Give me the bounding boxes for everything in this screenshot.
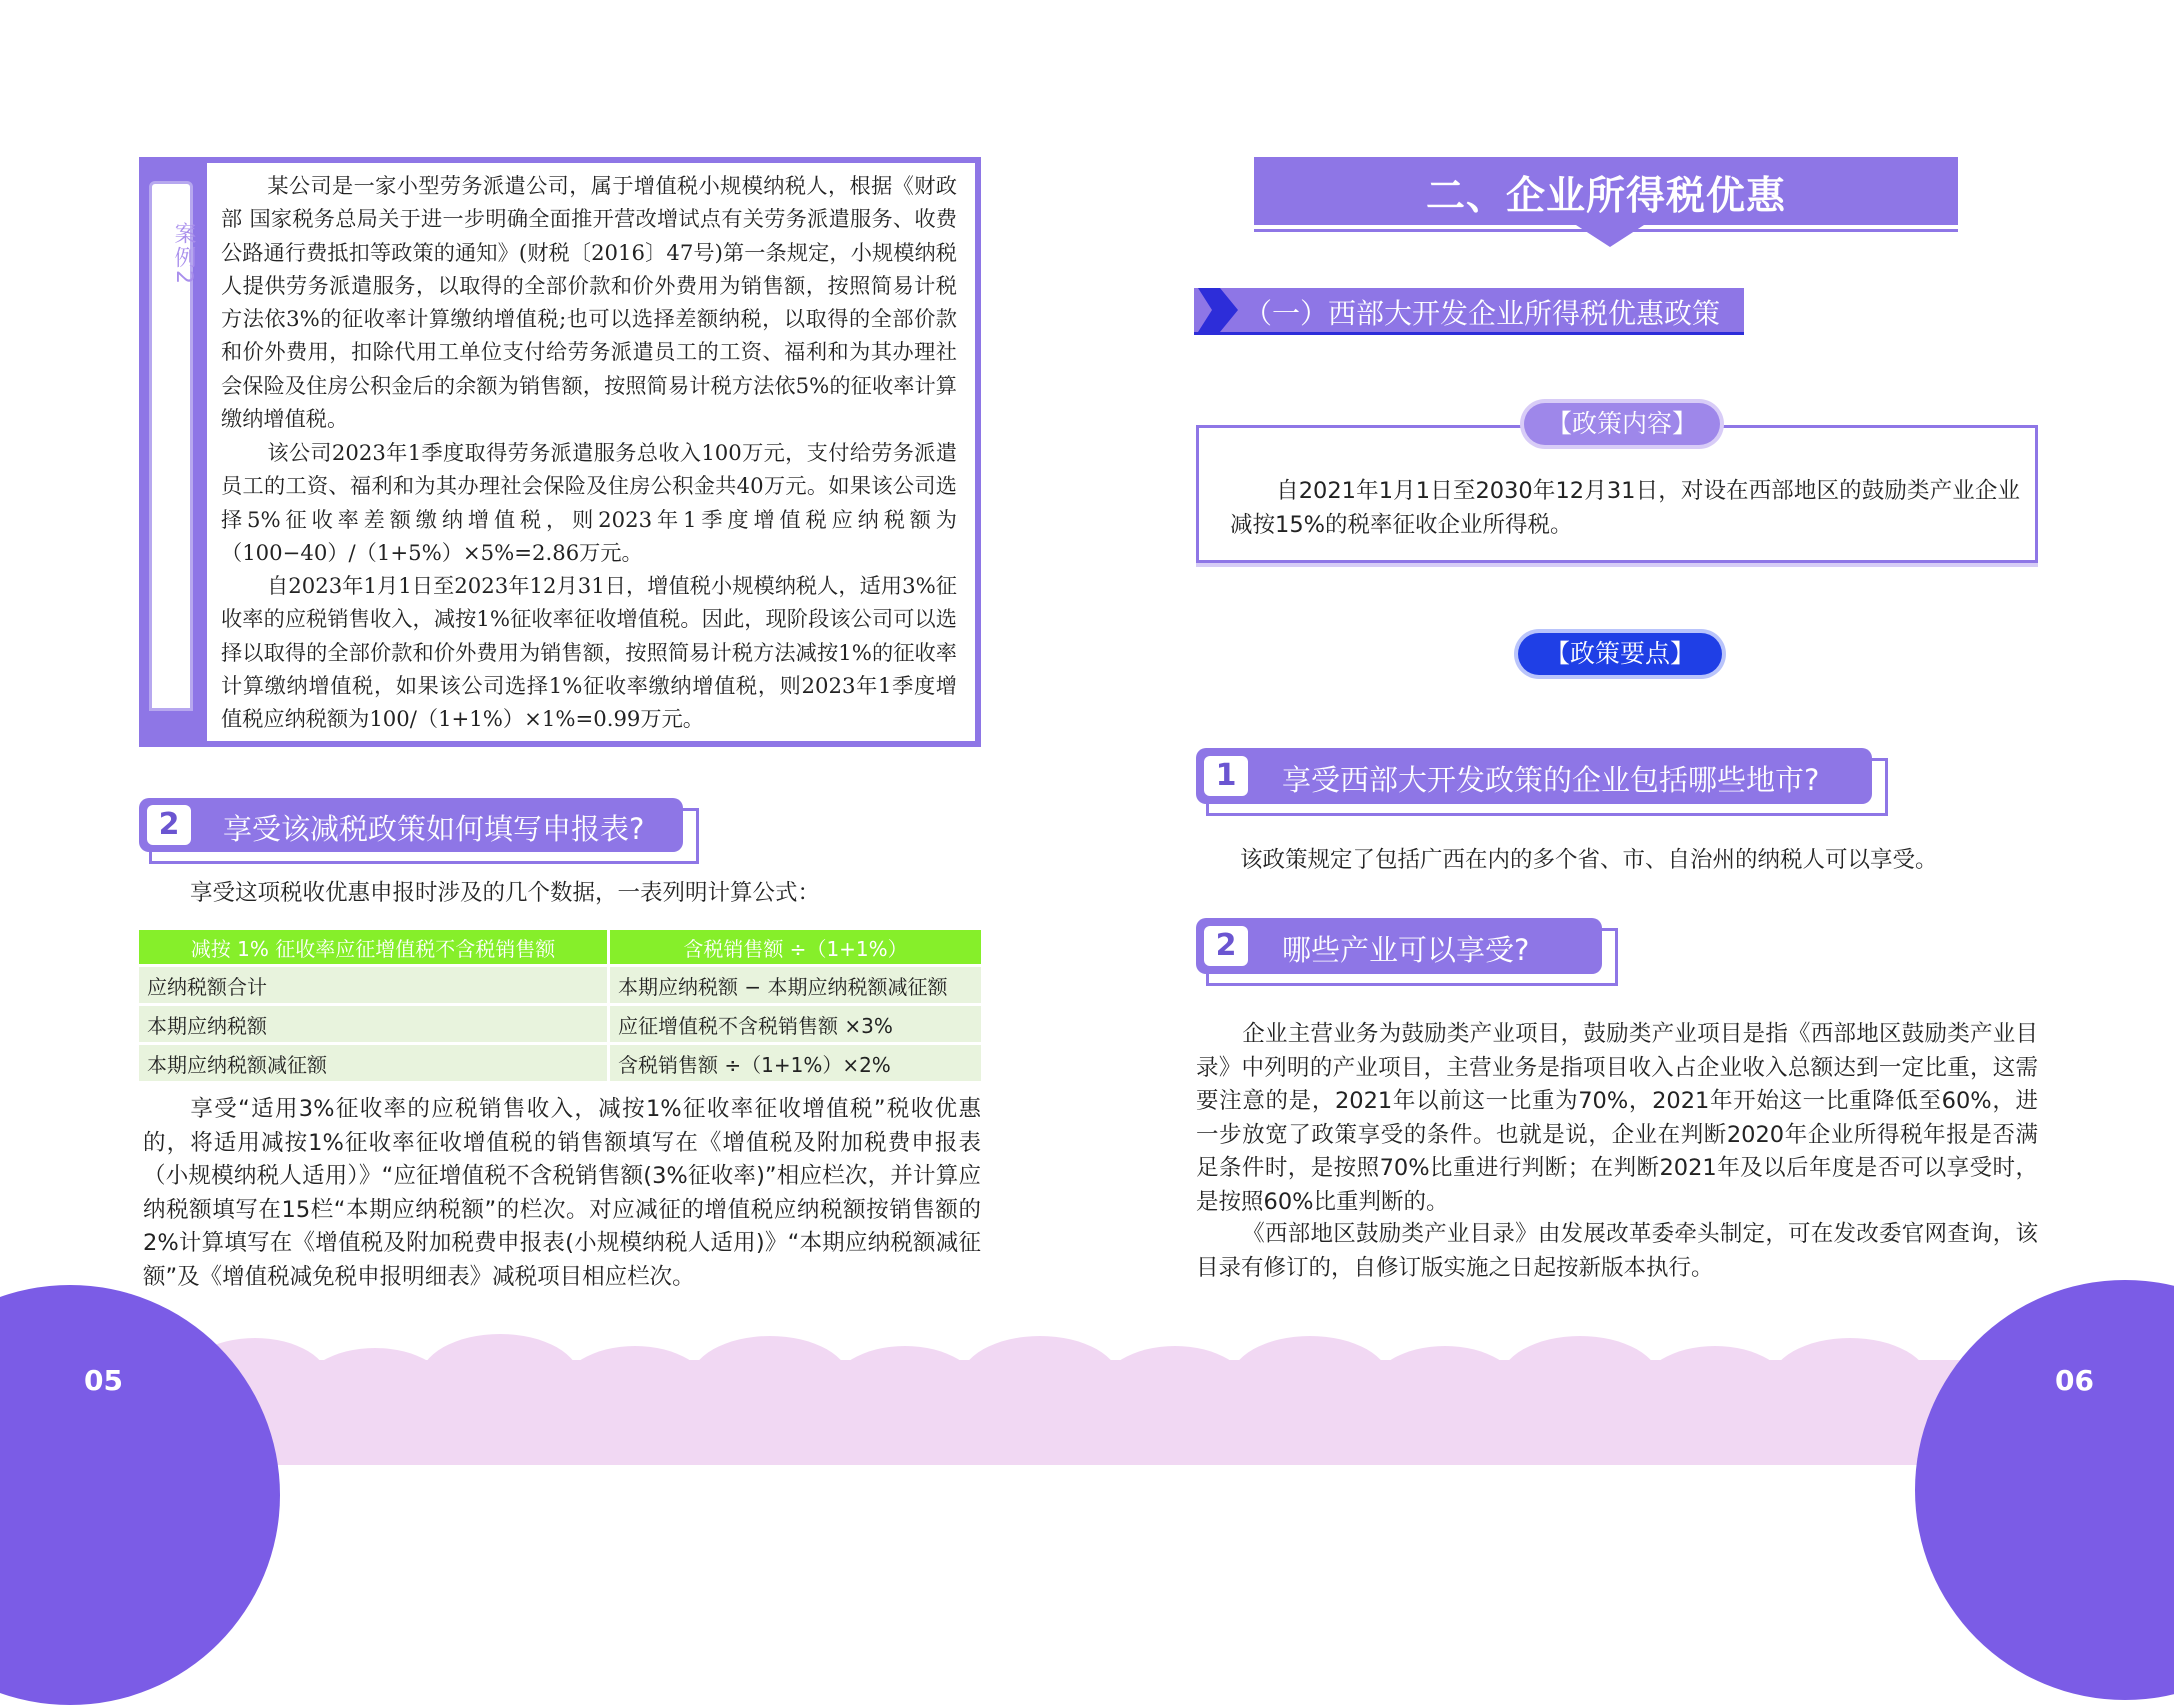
subsection-heading bbox=[1194, 288, 1744, 336]
case-paragraph-1: 某公司是一家小型劳务派遣公司，属于增值税小规模纳税人，根据《财政部 国家税务总局关于进一步明确全面推开营改增试点有关劳务派遣服务、收费公路通行费抵扣等政策的通知》(财税〔2016〕47号)第一条规定，小规模纳税人提供劳务派遣服务，以取得的全部价款和价外费用为销售额，按照简易计税方法依3%的征收率计算缴纳增值税;也可以选择差额纳税，以取得的全部价款和价外费用，扣除代用工单位支付给劳务派遣员工的工资、福利和为其办理社会保险及住房公积金后的余额为销售额，按照简易计税方法依5%的征收率计算缴纳增值税。 bbox=[221, 173, 957, 432]
question-title: 享受西部大开发政策的企业包括哪些地市? bbox=[1282, 763, 1820, 797]
table-cell: 本期应纳税额 bbox=[139, 1005, 609, 1044]
calc-table bbox=[139, 930, 981, 1081]
policy-points-label: 【政策要点】 bbox=[1518, 633, 1722, 675]
body-paragraph: 享受“适用3%征收率的应税销售收入，减按1%征收率征收增值税”税收优惠的，将适用减按1%征收率征收增值税的销售额填写在《增值税及附加税费申报表（小规模纳税人适用）》“应征增值税不含税销售额(3%征收率)”相应栏次，并计算应纳税额填写在15栏“本期应纳税额”的栏次。对应减征的增值税应纳税额按销售额的2%计算填写在《增值税及附加税费申报表(小规模纳税人适用)》“本期应纳税额减征额”及《增值税减免税申报明细表》减税项目相应栏次。 bbox=[143, 1096, 981, 1290]
cloud-shape bbox=[1770, 1338, 1930, 1428]
cloud-shape bbox=[560, 1346, 710, 1436]
question-heading-2 bbox=[1196, 918, 1616, 986]
policy-text: 自2021年1月1日至2030年12月31日，对设在西部地区的鼓励类产业企业减按15%的税率征收企业所得税。 bbox=[1230, 478, 2020, 538]
case-tab bbox=[149, 181, 196, 711]
cloud-shape bbox=[1500, 1336, 1660, 1426]
table-cell: 含税销售额 ÷（1+1%）×2% bbox=[609, 1044, 982, 1082]
main-title bbox=[1254, 157, 1958, 249]
table-header-row bbox=[139, 930, 981, 966]
case-paragraph-2: 该公司2023年1季度取得劳务派遣服务总收入100万元，支付给劳务派遣员工的工资、福利和为其办理社会保险及住房公积金共40万元。如果该公司选择5%征收率差额缴纳增值税，则2023年1季度增值税应纳税额为（100−40）/（1+5%）×5%=2.86万元。 bbox=[221, 440, 957, 565]
section-heading-2 bbox=[139, 798, 697, 864]
title-arrow bbox=[1576, 225, 1644, 247]
cloud-shape bbox=[420, 1334, 580, 1424]
question-heading-1 bbox=[1196, 748, 1886, 816]
question-title: 哪些产业可以享受? bbox=[1282, 933, 1530, 967]
table-header-cell: 含税销售额 ÷（1+1%） bbox=[609, 930, 982, 966]
cloud-shape bbox=[830, 1346, 980, 1436]
corner-circle-right bbox=[1915, 1280, 2174, 1700]
page-number-left: 05 bbox=[84, 1364, 123, 1397]
case-box bbox=[139, 157, 981, 747]
cloud-shape bbox=[1370, 1346, 1520, 1436]
question-number: 1 bbox=[1204, 756, 1248, 796]
cloud-shape bbox=[1230, 1336, 1390, 1426]
subsection-title: （一）西部大开发企业所得税优惠政策 bbox=[1244, 297, 1721, 330]
policy-content-label: 【政策内容】 bbox=[1524, 403, 1720, 445]
cloud-shape bbox=[1100, 1346, 1250, 1436]
case-paragraph-3: 自2023年1月1日至2023年12月31日，增值税小规模纳税人，适用3%征收率的应税销售收入，减按1%征收率征收增值税。因此，现阶段该公司可以选择以取得的全部价款和价外费用为销售额，按照简易计税方法减按1%的征收率计算缴纳增值税，如果该公司选择1%征收率缴纳增值税，则2023年1季度增值税应纳税额为100/（1+1%）×1%=0.99万元。 bbox=[221, 573, 957, 732]
table-header-cell: 减按 1% 征收率应征增值税不含税销售额 bbox=[139, 930, 609, 966]
table-row bbox=[139, 1044, 981, 1082]
answer-2-paragraph-2: 《西部地区鼓励类产业目录》由发展改革委牵头制定，可在发改委官网查询，该目录有修订的，自修订版实施之日起按新版本执行。 bbox=[1196, 1221, 2038, 1281]
case-label: 案例2 bbox=[171, 222, 196, 286]
answer-2-paragraph-1: 企业主营业务为鼓励类产业项目，鼓励类产业项目是指《西部地区鼓励类产业目录》中列明的产业项目，主营业务是指项目收入占企业收入总额达到一定比重，这需要注意的是，2021年以前这一比重为70%，2021年开始这一比重降低至60%，进一步放宽了政策享受的条件。也就是说，企业在判断2020年企业所得税年报是否满足条件时，是按照70%比重进行判断；在判断2021年及以后年度是否可以享受时，是按照60%比重判断的。 bbox=[1196, 1021, 2038, 1215]
question-number: 2 bbox=[1204, 926, 1248, 966]
table-cell: 本期应纳税额减征额 bbox=[139, 1044, 609, 1082]
table-row bbox=[139, 966, 981, 1005]
cloud-shape bbox=[960, 1336, 1120, 1426]
page-number-right: 06 bbox=[2055, 1364, 2094, 1397]
answer-1: 该政策规定了包括广西在内的多个省、市、自治州的纳税人可以享受。 bbox=[1240, 847, 1938, 873]
cloud-shape bbox=[1640, 1346, 1790, 1436]
main-title-text: 二、企业所得税优惠 bbox=[1425, 174, 1786, 219]
table-row bbox=[139, 1005, 981, 1044]
table-intro: 享受这项税收优惠申报时涉及的几个数据，一表列明计算公式： bbox=[190, 880, 821, 906]
table-cell: 应纳税额合计 bbox=[139, 966, 609, 1005]
section-number: 2 bbox=[147, 805, 191, 845]
section-title: 享受该减税政策如何填写申报表? bbox=[223, 812, 645, 846]
cloud-shape bbox=[690, 1336, 850, 1426]
table-cell: 本期应纳税额 − 本期应纳税额减征额 bbox=[609, 966, 982, 1005]
table-cell: 应征增值税不含税销售额 ×3% bbox=[609, 1005, 982, 1044]
